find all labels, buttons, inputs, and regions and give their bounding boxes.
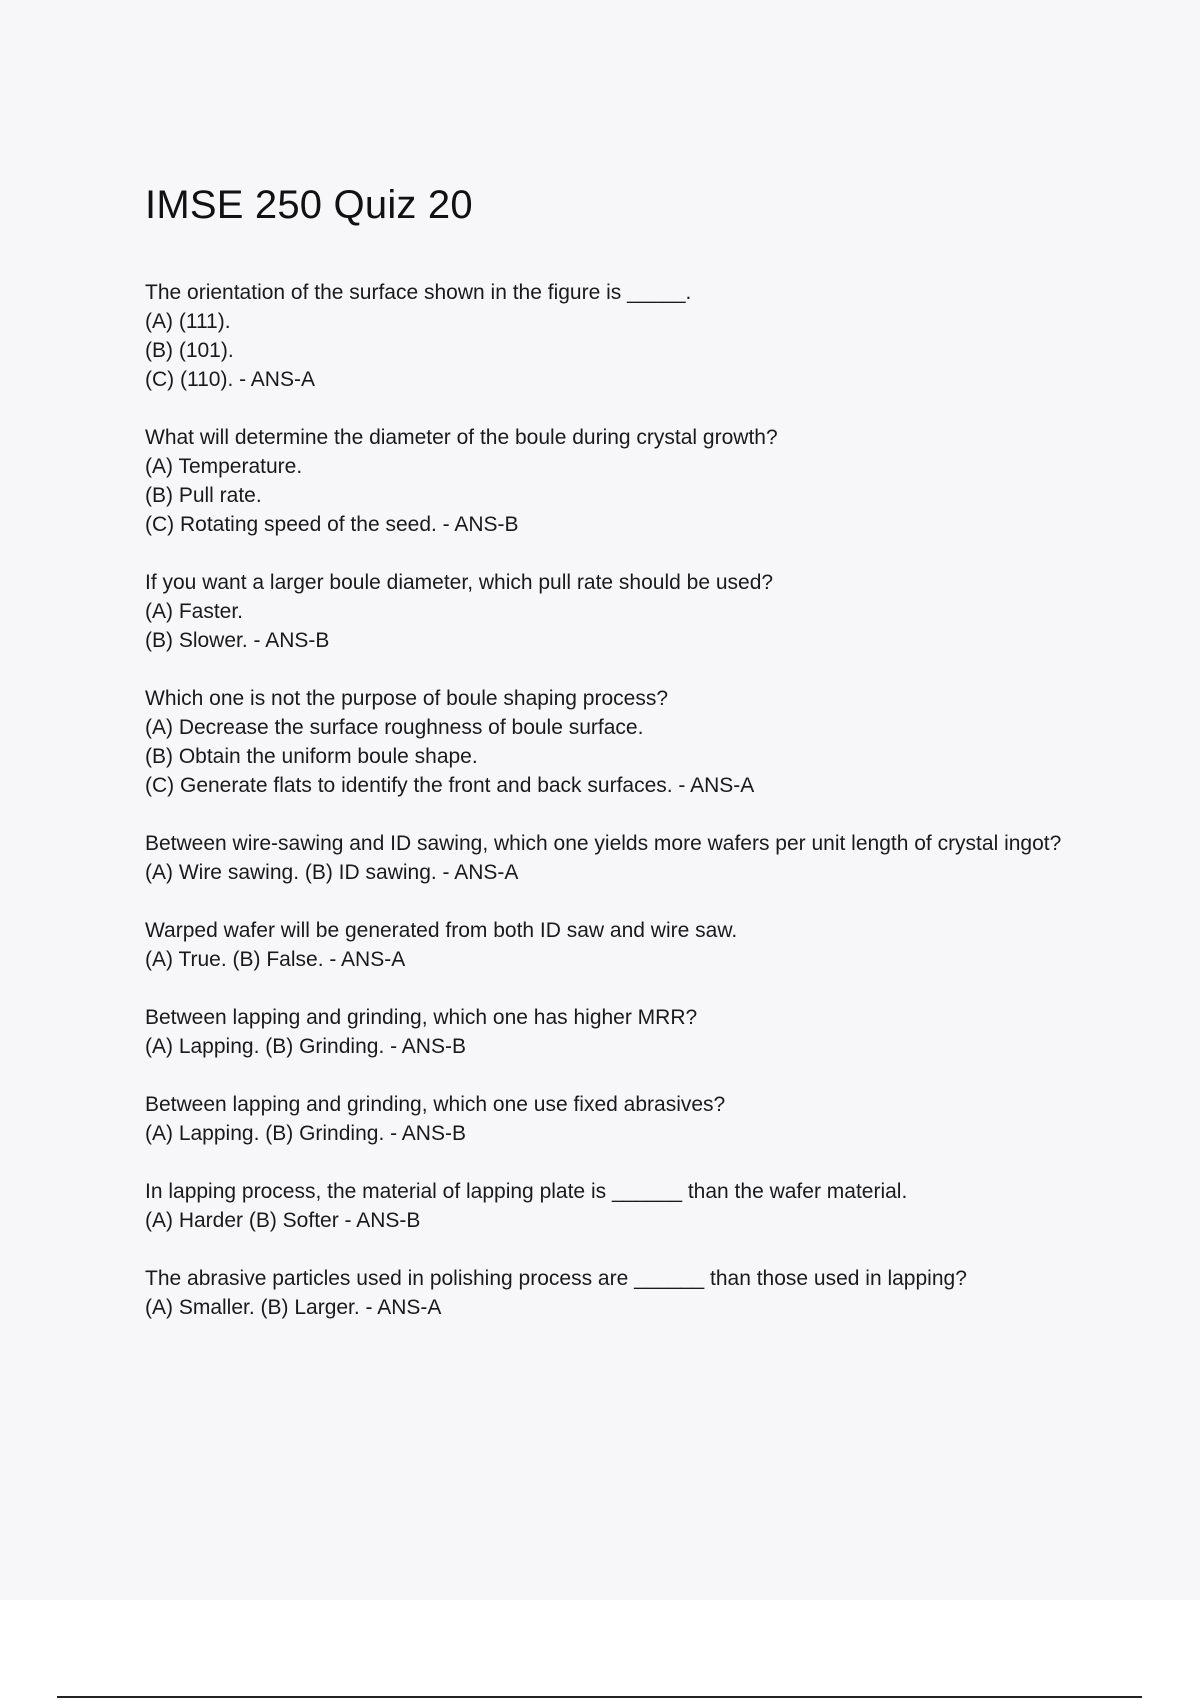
question-2-prompt: What will determine the diameter of the boule during crystal growth?	[145, 426, 778, 449]
question-3-prompt: If you want a larger boule diameter, which pull rate should be used?	[145, 571, 774, 594]
question-10-prompt: The abrasive particles used in polishing process are ______ than those used in lapping?	[145, 1267, 967, 1290]
question-9-prompt: In lapping process, the material of lapping plate is ______ than the wafer material.	[145, 1180, 908, 1203]
question-list	[145, 278, 1075, 1351]
question-10-options-answer: (A) Smaller. (B) Larger. - ANS-A	[145, 1296, 442, 1319]
question-8-options-answer: (A) Lapping. (B) Grinding. - ANS-B	[145, 1122, 466, 1145]
question-3-option-a: (A) Faster.	[145, 600, 244, 623]
question-5-options-answer: (A) Wire sawing. (B) ID sawing. - ANS-A	[145, 861, 519, 884]
question-8	[145, 1090, 1075, 1148]
question-6-options-answer: (A) True. (B) False. - ANS-A	[145, 948, 406, 971]
question-10	[145, 1264, 1075, 1322]
question-7-prompt: Between lapping and grinding, which one has higher MRR?	[145, 1006, 698, 1029]
question-7-options-answer: (A) Lapping. (B) Grinding. - ANS-B	[145, 1035, 466, 1058]
question-4-option-b: (B) Obtain the uniform boule shape.	[145, 745, 478, 768]
question-4-option-c-answer: (C) Generate flats to identify the front and back surfaces. - ANS-A	[145, 774, 755, 797]
question-2	[145, 423, 1075, 539]
question-2-option-b: (B) Pull rate.	[145, 484, 262, 507]
question-3	[145, 568, 1075, 655]
question-2-option-a: (A) Temperature.	[145, 455, 303, 478]
question-3-option-b-answer: (B) Slower. - ANS-B	[145, 629, 330, 652]
document-title: IMSE 250 Quiz 20	[145, 183, 473, 227]
question-8-prompt: Between lapping and grinding, which one use fixed abrasives?	[145, 1093, 726, 1116]
question-5-prompt: Between wire-sawing and ID sawing, which one yields more wafers per unit length of crystal ingot?	[145, 832, 1062, 855]
question-2-option-c-answer: (C) Rotating speed of the seed. - ANS-B	[145, 513, 519, 536]
question-4	[145, 684, 1075, 800]
question-1-option-a: (A) (111).	[145, 310, 231, 333]
question-1	[145, 278, 1075, 394]
question-4-option-a: (A) Decrease the surface roughness of boule surface.	[145, 716, 644, 739]
question-1-prompt: The orientation of the surface shown in the figure is _____.	[145, 281, 692, 304]
question-9	[145, 1177, 1075, 1235]
question-9-options-answer: (A) Harder (B) Softer - ANS-B	[145, 1209, 421, 1232]
question-4-prompt: Which one is not the purpose of boule shaping process?	[145, 687, 669, 710]
question-6-prompt: Warped wafer will be generated from both ID saw and wire saw.	[145, 919, 738, 942]
question-6	[145, 916, 1075, 974]
question-5	[145, 829, 1075, 887]
question-7	[145, 1003, 1075, 1061]
question-1-option-c-answer: (C) (110). - ANS-A	[145, 368, 315, 391]
question-1-option-b: (B) (101).	[145, 339, 234, 362]
footer-divider	[57, 1696, 1142, 1698]
